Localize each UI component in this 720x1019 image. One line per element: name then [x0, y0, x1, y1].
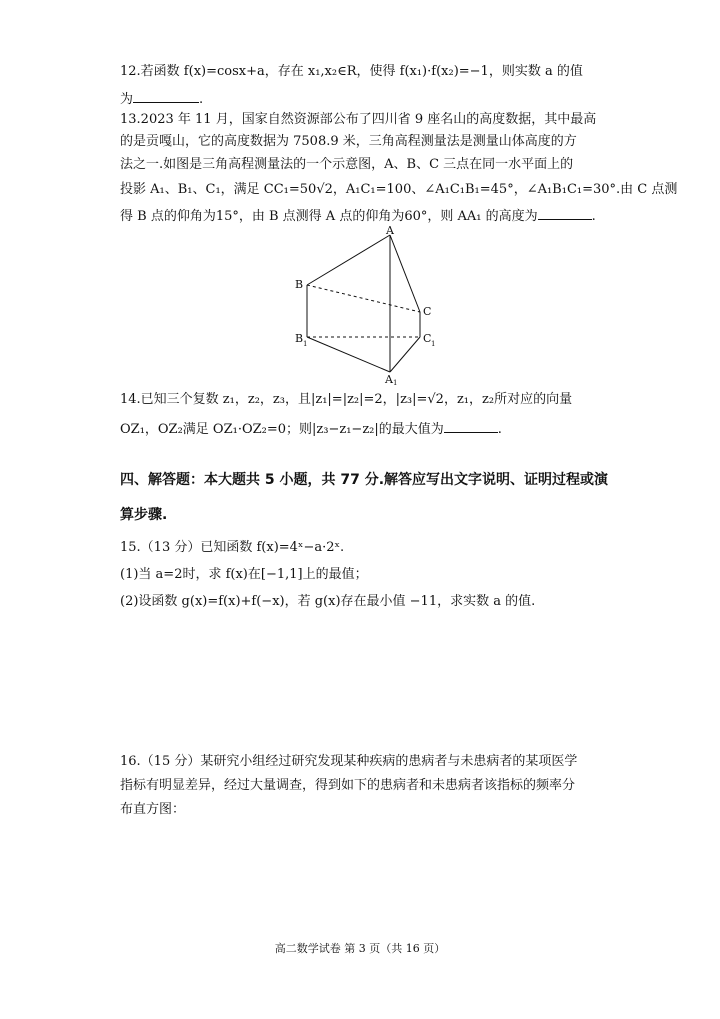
q16-line-2: 指标有明显差异，经过大量调查，得到如下的患病者和未患病者该指标的频率分: [120, 778, 576, 793]
q12-line-2-text: 为: [120, 92, 134, 107]
q13-line-5-text: 得 B 点的仰角为15°，由 B 点测得 A 点的仰角为60°，则 AA₁ 的高度为: [120, 209, 538, 224]
q14-line-2: OZ₁，OZ₂满足 OZ₁·OZ₂=0；则|z₃−z₁−z₂|的最大值为 .: [120, 418, 502, 440]
q12-line-2: 为 .: [120, 88, 203, 110]
q14-line-2-text: OZ₁，OZ₂满足 OZ₁·OZ₂=0；则|z₃−z₁−z₂|的最大值为: [120, 422, 444, 437]
q15-line-2: (1)当 a=2时，求 f(x)在[−1,1]上的最值；: [120, 567, 368, 582]
q13-answer-blank: [538, 205, 592, 220]
q13-figure: [290, 225, 440, 385]
edge-A-C: [390, 235, 420, 312]
label-B1-sub: 1: [303, 340, 308, 348]
q15-line-3: (2)设函数 g(x)=f(x)+f(−x)，若 g(x)存在最小值 −11，求实数 a 的值.: [120, 594, 536, 609]
q13-line-1: 13.2023 年 11 月，国家自然资源部公布了四川省 9 座名山的高度数据，其中最高: [120, 112, 597, 127]
edge-C1-A1: [390, 337, 420, 372]
q12-answer-blank: [133, 88, 199, 103]
label-B1: B: [295, 332, 304, 345]
label-A1: A: [385, 373, 393, 385]
q13-line-2: 的是贡嘎山，它的高度数据为 7508.9 米，三角高程测量法是测量山体高度的方: [120, 134, 577, 149]
label-C1-sub: 1: [431, 340, 436, 348]
edge-B-C-dashed: [307, 285, 420, 312]
q15-line-1: 15.（13 分）已知函数 f(x)=4ˣ−a·2ˣ.: [120, 540, 345, 555]
q12-line-1: 12.若函数 f(x)=cosx+a，存在 x₁,x₂∈R，使得 f(x₁)·f(x₂)=−1，则实数 a 的值: [120, 64, 583, 79]
q13-line-5: 得 B 点的仰角为15°，由 B 点测得 A 点的仰角为60°，则 AA₁ 的高度为 .: [120, 205, 596, 227]
label-C: C: [423, 305, 432, 318]
section-4-heading-line-2: 算步骤.: [120, 507, 168, 523]
q16-line-3: 布直方图：: [120, 802, 186, 817]
label-A: A: [386, 225, 394, 237]
label-B: B: [295, 278, 304, 291]
edge-B1-A1: [307, 337, 390, 372]
q16-line-1: 16.（15 分）某研究小组经过研究发现某种疾病的患病者与未患病者的某项医学: [120, 754, 578, 769]
q14-line-1: 14.已知三个复数 z₁，z₂，z₃，且|z₁|=|z₂|=2，|z₃|=√2，z₁，z₂所对应的向量: [120, 392, 573, 407]
edge-A-B: [307, 235, 390, 285]
q13-line-4: 投影 A₁、B₁、C₁，满足 CC₁=50√2，A₁C₁=100、∠A₁C₁B₁=45°，∠A₁B₁C₁=30°.由 C 点测: [120, 182, 678, 197]
q13-line-3: 法之一.如图是三角高程测量法的一个示意图，A、B、C 三点在同一水平面上的: [120, 157, 574, 172]
label-C1: C: [423, 332, 432, 345]
q14-answer-blank: [444, 418, 498, 433]
page-footer: 高二数学试卷 第 3 页（共 16 页）: [274, 942, 446, 955]
section-4-heading-line-1: 四、解答题：本大题共 5 小题，共 77 分.解答应写出文字说明、证明过程或演: [120, 472, 609, 488]
label-A1-sub: 1: [393, 379, 398, 385]
